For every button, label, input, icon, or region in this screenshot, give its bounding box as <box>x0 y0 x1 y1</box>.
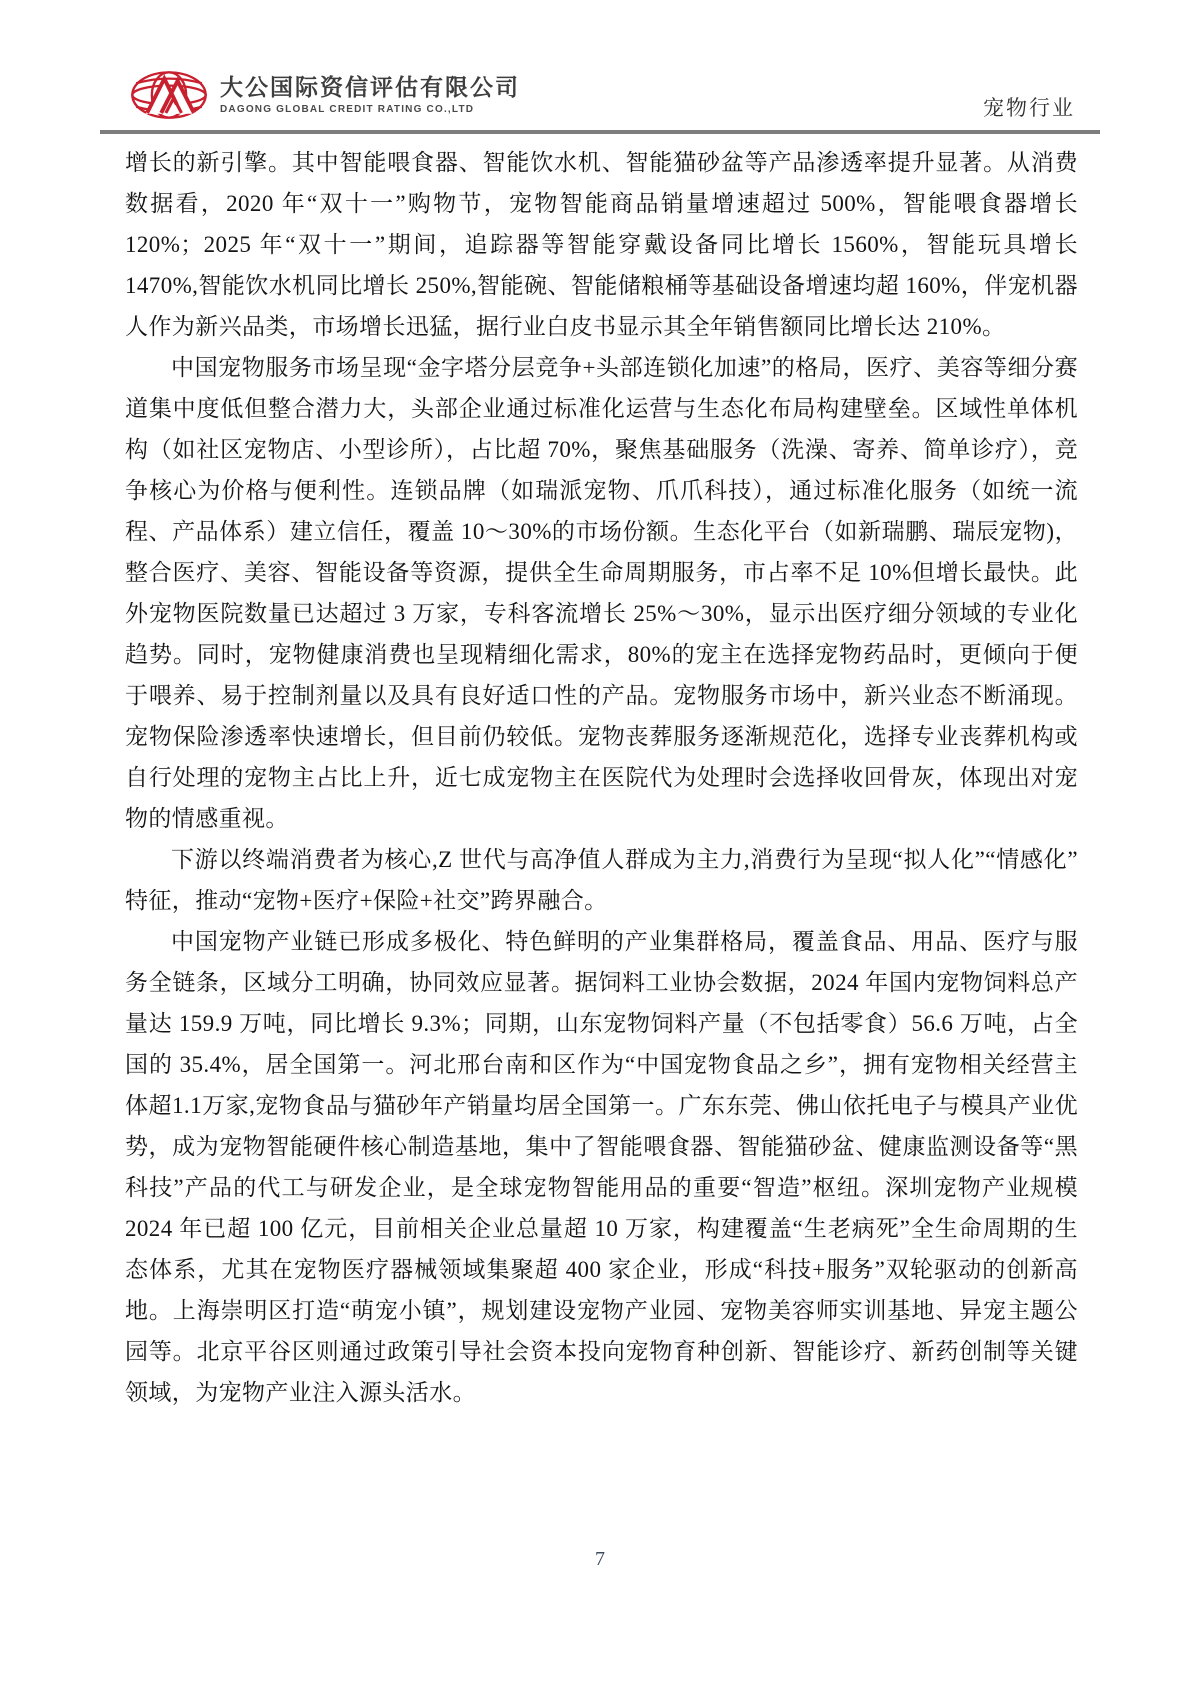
paragraph-smart-devices-growth: 增长的新引擎。其中智能喂食器、智能饮水机、智能猫砂盆等产品渗透率提升显著。从消费数据看，2020 年“双十一”购物节，宠物智能商品销量增速超过 500%，智能喂食器增长 120%；2025 年“双十一”期间，追踪器等智能穿戴设备同比增长 1560%，智能玩具增长 1470%,智能饮水机同比增长 250%,智能碗、智能储粮桶等基础设备增速均超 160%，伴宠机器人作为新兴品类，市场增长迅猛，据行业白皮书显示其全年销售额同比增长达 210%。 <box>125 150 1078 339</box>
company-name-en: DAGONG GLOBAL CREDIT RATING CO.,LTD <box>220 103 475 115</box>
page-header <box>100 0 1100 134</box>
company-brand <box>130 70 520 120</box>
dagong-globe-logo-icon <box>130 70 208 120</box>
page-number: 7 <box>595 1548 605 1570</box>
company-names <box>220 75 520 114</box>
paragraph-downstream-consumers: 下游以终端消费者为核心,Z 世代与高净值人群成为主力,消费行为呈现“拟人化”“情感化”特征，推动“宠物+医疗+保险+社交”跨界融合。 <box>125 847 1078 913</box>
report-industry-label: 宠物行业 <box>983 96 1075 120</box>
report-body <box>125 142 1078 1413</box>
page-footer <box>0 1548 1200 1571</box>
paragraph-industry-chain-clusters: 中国宠物产业链已形成多极化、特色鲜明的产业集群格局，覆盖食品、用品、医疗与服务全链条，区域分工明确，协同效应显著。据饲料工业协会数据，2024 年国内宠物饲料总产量达 159.9 万吨，同比增长 9.3%；同期，山东宠物饲料产量（不包括零食）56.6 万吨，占全国的 35.4%，居全国第一。河北邢台南和区作为“中国宠物食品之乡”，拥有宠物相关经营主体超1.1万家,宠物食品与猫砂年产销量均居全国第一。广东东莞、佛山依托电子与模具产业优势，成为宠物智能硬件核心制造基地，集中了智能喂食器、智能猫砂盆、健康监测设备等“黑科技”产品的代工与研发企业，是全球宠物智能用品的重要“智造”枢纽。深圳宠物产业规模 2024 年已超 100 亿元，目前相关企业总量超 10 万家，构建覆盖“生老病死”全生命周期的生态体系，尤其在宠物医疗器械领域集聚超 400 家企业，形成“科技+服务”双轮驱动的创新高地。上海崇明区打造“萌宠小镇”，规划建设宠物产业园、宠物美容师实训基地、异宠主题公园等。北京平谷区则通过政策引导社会资本投向宠物育种创新、智能诊疗、新药创制等关键领域，为宠物产业注入源头活水。 <box>125 929 1078 1405</box>
company-name-cn: 大公国际资信评估有限公司 <box>220 74 520 101</box>
paragraph-service-market-structure: 中国宠物服务市场呈现“金字塔分层竞争+头部连锁化加速”的格局，医疗、美容等细分赛道集中度低但整合潜力大，头部企业通过标准化运营与生态化布局构建壁垒。区域性单体机构（如社区宠物店、小型诊所），占比超 70%，聚焦基础服务（洗澡、寄养、简单诊疗），竞争核心为价格与便利性。连锁品牌（如瑞派宠物、爪爪科技），通过标准化服务（如统一流程、产品体系）建立信任，覆盖 10～30%的市场份额。生态化平台（如新瑞鹏、瑞辰宠物)，整合医疗、美容、智能设备等资源，提供全生命周期服务，市占率不足 10%但增长最快。此外宠物医院数量已达超过 3 万家，专科客流增长 25%～30%，显示出医疗细分领域的专业化趋势。同时，宠物健康消费也呈现精细化需求，80%的宠主在选择宠物药品时，更倾向于便于喂养、易于控制剂量以及具有良好适口性的产品。宠物服务市场中，新兴业态不断涌现。宠物保险渗透率快速增长，但目前仍较低。宠物丧葬服务逐渐规范化，选择专业丧葬机构或自行处理的宠物主占比上升，近七成宠物主在医院代为处理时会选择收回骨灰，体现出对宠物的情感重视。 <box>125 355 1078 831</box>
